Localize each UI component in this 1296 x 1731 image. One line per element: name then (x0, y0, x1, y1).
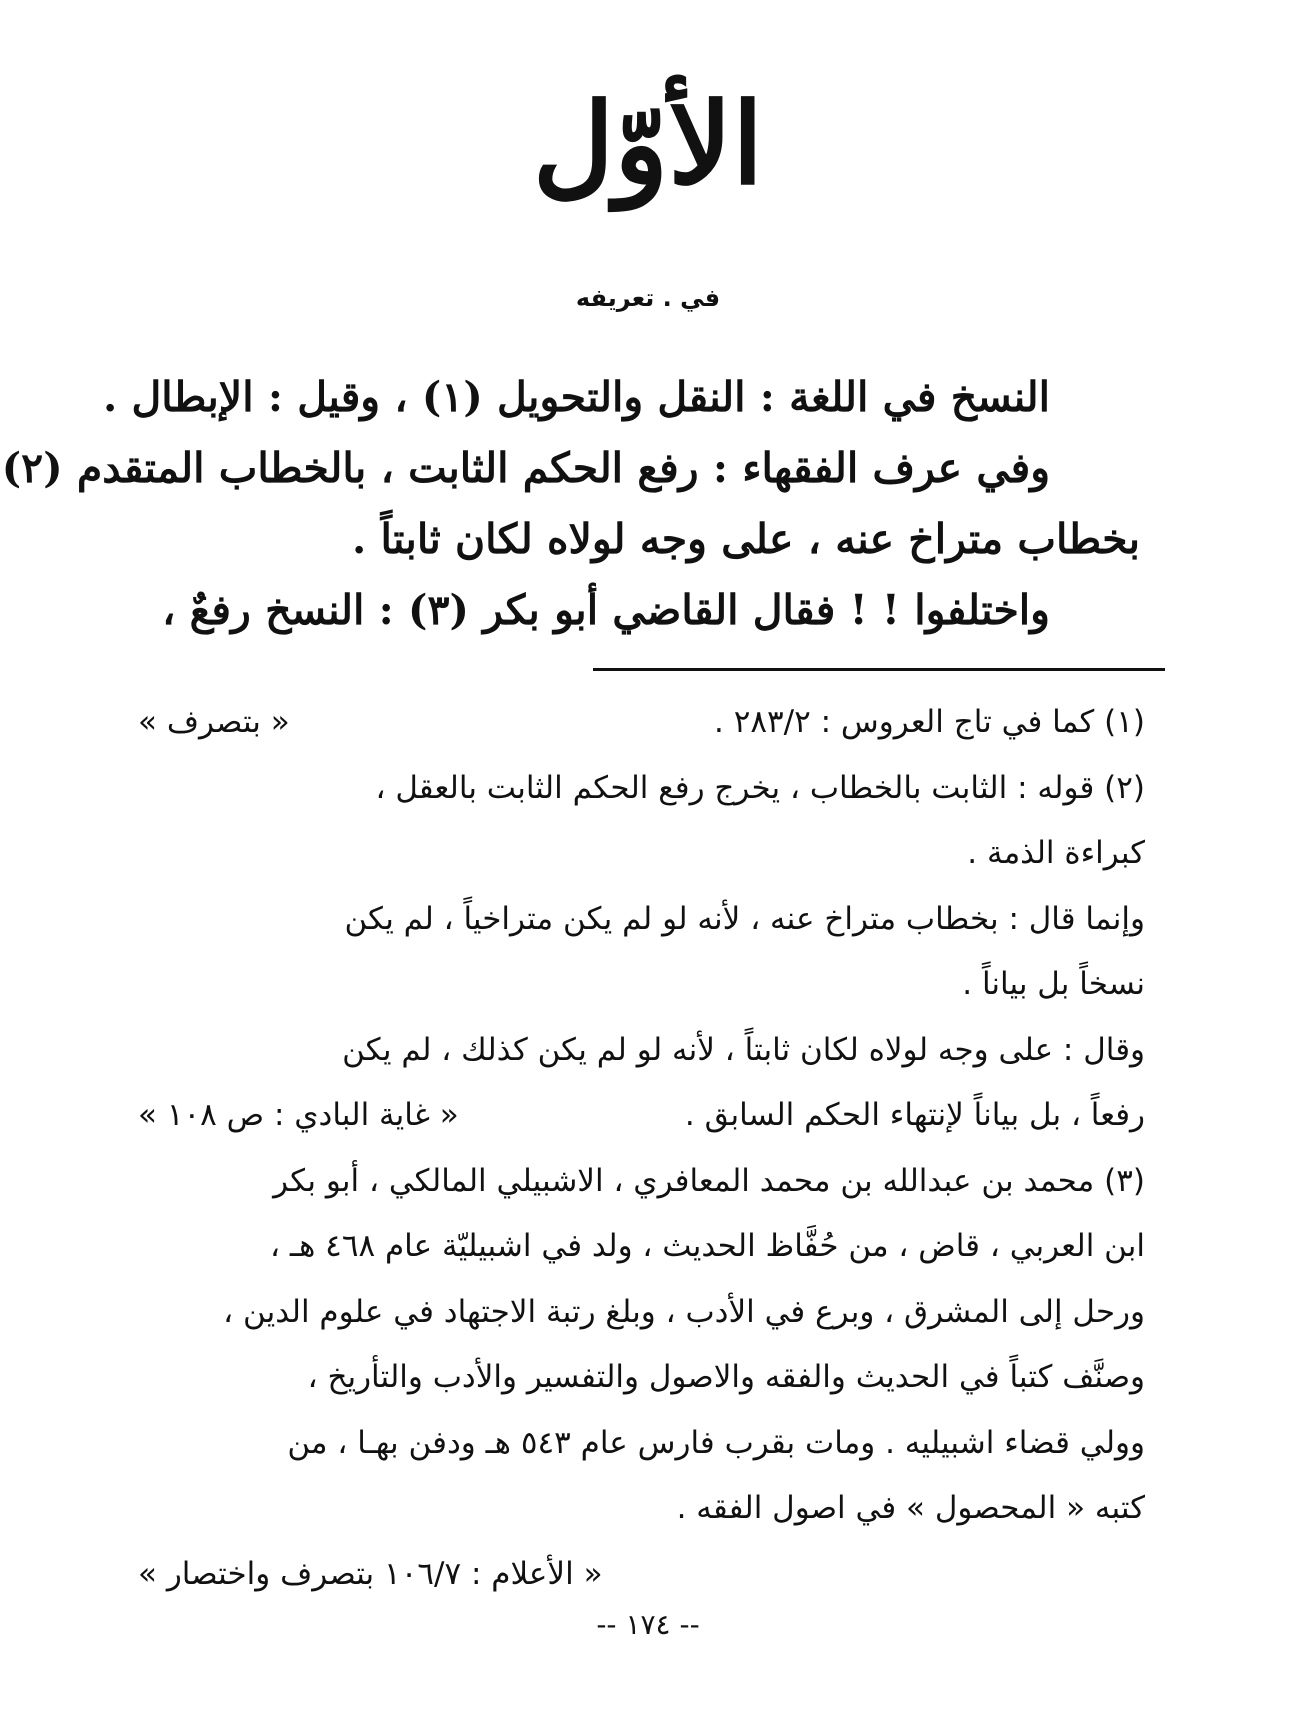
main-line: واختلفوا ! ! فقال القاضي أبو بكر (٣) : النسخ رفعٌ ، (162, 586, 1050, 634)
footnote-line (138, 821, 1145, 887)
footnote-text: كبراءة الذمة . (967, 835, 1145, 871)
chapter-heading: الأوّل (532, 79, 764, 210)
footnote-line (138, 1542, 1145, 1608)
footnote-line (138, 1411, 1145, 1477)
section-subheading: في . تعريفه (575, 284, 721, 312)
footnote-text: نسخاً بل بياناً . (962, 966, 1145, 1002)
footnote-line (138, 1214, 1145, 1280)
page-number: -- ١٧٤ -- (596, 1608, 700, 1641)
footnote-text: (١) كما في تاج العروس : ٢٨٣/٢ . (714, 704, 1145, 740)
footnote-text: (٢) قوله : الثابت بالخطاب ، يخرج رفع الحكم الثابت بالعقل ، (375, 769, 1145, 806)
footnote-line (138, 887, 1145, 953)
footnote-text: وولي قضاء اشبيليه . ومات بقرب فارس عام ٥٤٣ هـ ودفن بهـا ، من (287, 1424, 1145, 1461)
footnote-text: وصنَّف كتباً في الحديث والفقه والاصول والتفسير والأدب والتأريخ ، (307, 1359, 1145, 1395)
footnote-2 (138, 756, 1145, 822)
footnote-line (138, 1280, 1145, 1346)
footnote-text: كتبه « المحصول » في اصول الفقه . (676, 1490, 1145, 1526)
footnote-text: (٣) محمد بن عبدالله بن محمد المعافري ، الاشبيلي المالكي ، أبو بكر (273, 1162, 1145, 1199)
footnote-source: « غاية البادي : ص ١٠٨ » (138, 1097, 459, 1133)
footnote-text: ورحل إلى المشرق ، وبرع في الأدب ، وبلغ رتبة الاجتهاد في علوم الدين ، (223, 1293, 1145, 1330)
footnote-line (138, 1018, 1145, 1084)
footnote-text: وإنما قال : بخطاب متراخ عنه ، لأنه لو لم يكن متراخياً ، لم يكن (344, 900, 1145, 937)
main-body-text (1, 362, 1140, 646)
footnote-1 (138, 690, 1145, 756)
footnote-line (138, 1345, 1145, 1411)
main-line: بخطاب متراخ عنه ، على وجه لولاه لكان ثابتاً . (352, 515, 1140, 563)
main-line: النسخ في اللغة : النقل والتحويل (١) ، وقيل : الإبطال . (102, 373, 1050, 421)
footnote-3 (138, 1149, 1145, 1215)
footnote-line (138, 1083, 1145, 1149)
footnote-source: « بتصرف » (138, 704, 290, 740)
footnote-text: رفعاً ، بل بياناً لإنتهاء الحكم السابق . (684, 1097, 1145, 1133)
footnotes (138, 690, 1145, 1607)
footnote-text: وقال : على وجه لولاه لكان ثابتاً ، لأنه لو لم يكن كذلك ، لم يكن (342, 1031, 1145, 1068)
footnote-text: ابن العربي ، قاض ، من حُفَّاظ الحديث ، ولد في اشبيليّة عام ٤٦٨ هـ ، (270, 1228, 1145, 1264)
main-line: وفي عرف الفقهاء : رفع الحكم الثابت ، بالخطاب المتقدم (٢) (1, 444, 1050, 492)
footnote-separator (593, 668, 1165, 671)
footnote-line (138, 1476, 1145, 1542)
footnote-source: « الأعلام : ١٠٦/٧ بتصرف واختصار » (138, 1555, 603, 1592)
footnote-line (138, 952, 1145, 1018)
